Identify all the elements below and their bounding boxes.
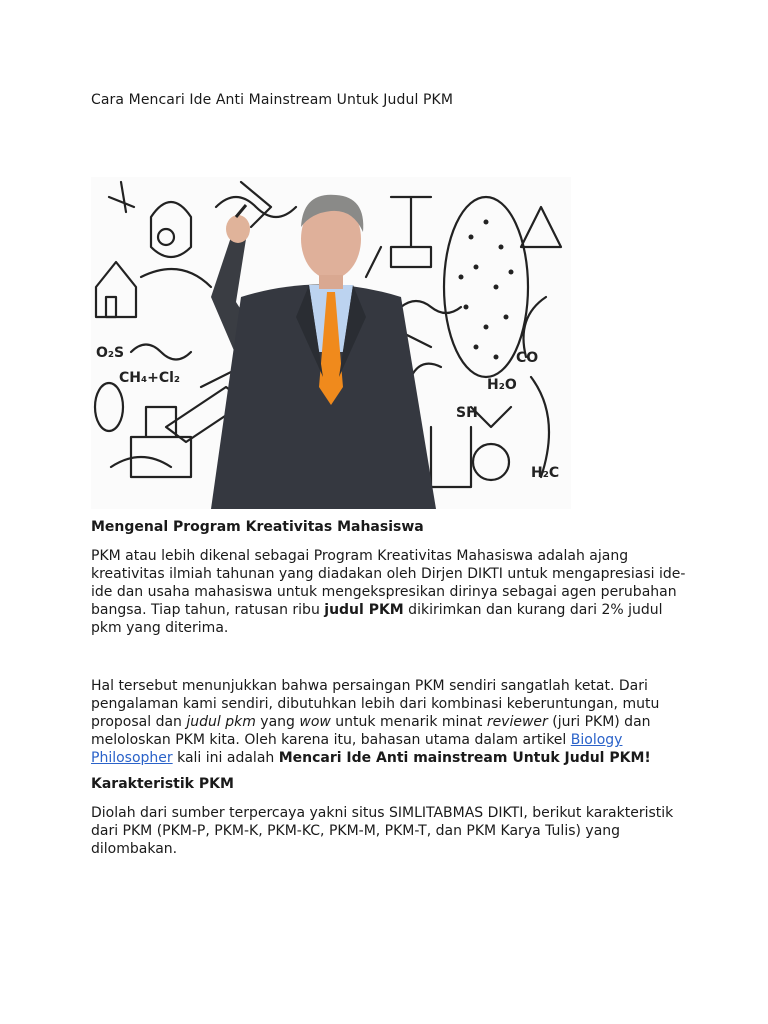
bold-article-topic: Mencari Ide Anti mainstream Untuk Judul PKM! <box>278 750 651 766</box>
businessman-figure <box>211 195 436 509</box>
italic-wow: wow <box>299 714 331 730</box>
paragraph-pkm-competition: Hal tersebut menunjukkan bahwa persaingan PKM sendiri sangatlah ketat. Dari pengalaman kami sendiri, dibutuhkan lebih dari kombinasi keberuntungan, mutu proposal dan judul pkm yang wow untuk menarik minat reviewer (juri PKM) dan meloloskan PKM kita. Oleh karena itu, bahasan utama dalam artikel Biology Philosopher kali ini adalah Mencari Ide Anti mainstream Untuk Judul PKM! <box>91 678 660 766</box>
section-heading-karakteristik: Karakteristik PKM <box>91 776 234 792</box>
biology-philosopher-link[interactable]: Biology Philosopher <box>91 732 623 766</box>
article-illustration <box>91 177 571 509</box>
paragraph-pkm-intro: PKM atau lebih dikenal sebagai Program Kreativitas Mahasiswa adalah ajang kreativitas ilmiah tahunan yang diadakan oleh Dirjen DIKTI untuk mengapresiasi ide-ide dan usaha mahasiswa untuk mengekspresikan dirinya sebagai agen perubahan bangsa. Tiap tahun, ratusan ribu judul PKM dikirimkan dan kurang dari 2% judul pkm yang diterima. <box>91 548 686 636</box>
sketch-label: H₂C <box>531 465 560 481</box>
sketch-label: H₂O <box>487 377 517 393</box>
sketch-label: SH <box>456 405 478 421</box>
sketch-label: O₂S <box>96 345 125 361</box>
sketch-label: CO <box>516 350 539 366</box>
paragraph-karakteristik: Diolah dari sumber terpercaya yakni situs SIMLITABMAS DIKTI, berikut karakteristik dari PKM (PKM-P, PKM-K, PKM-KC, PKM-M, PKM-T, dan PKM Karya Tulis) yang dilombakan. <box>91 805 674 857</box>
italic-judul-pkm: judul pkm <box>186 714 256 730</box>
sketch-label: CH₄+Cl₂ <box>119 370 181 386</box>
document-title: Cara Mencari Ide Anti Mainstream Untuk Judul PKM <box>91 92 454 108</box>
italic-reviewer: reviewer <box>486 714 548 730</box>
section-heading-pkm: Mengenal Program Kreativitas Mahasiswa <box>91 519 424 535</box>
bold-judul-pkm: judul PKM <box>324 602 404 618</box>
businessman-sketch-image <box>91 177 571 509</box>
